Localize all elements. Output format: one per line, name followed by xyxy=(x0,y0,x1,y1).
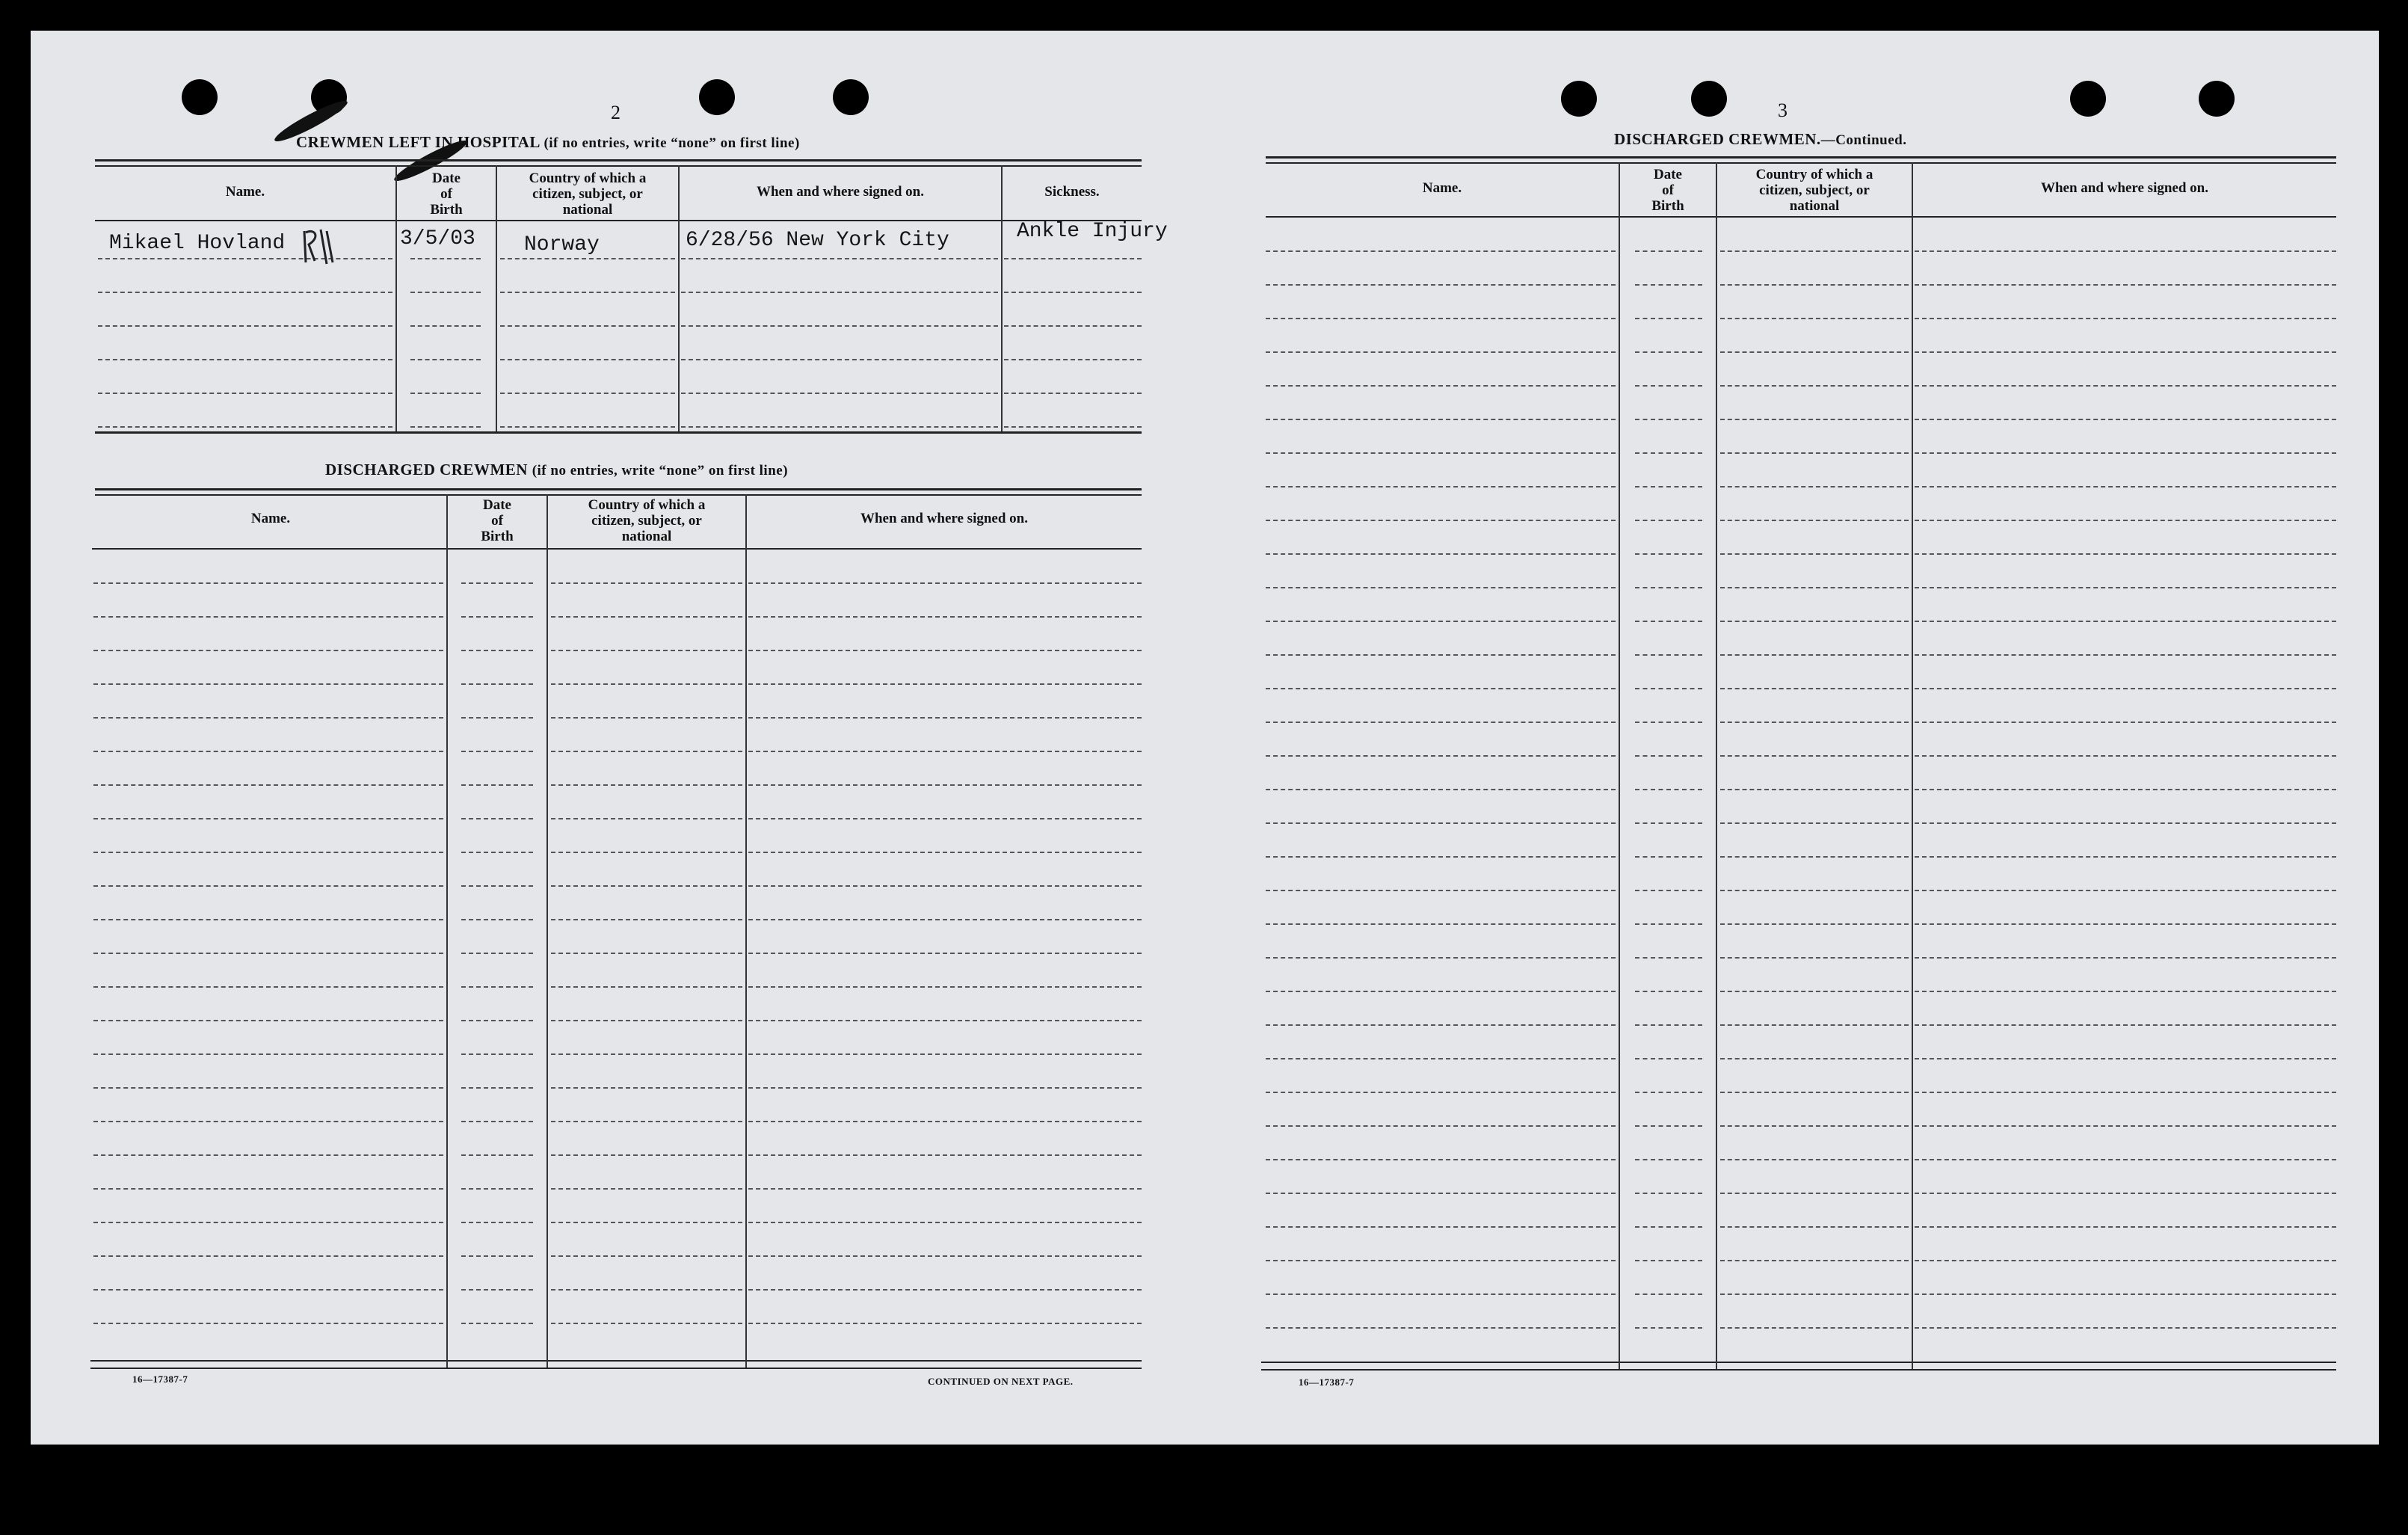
ruled-line xyxy=(1635,587,1702,588)
ruled-line xyxy=(500,258,675,259)
ruled-line xyxy=(748,852,1142,853)
page-number-left: 2 xyxy=(611,102,621,123)
ruled-line xyxy=(461,1020,533,1021)
ruled-line xyxy=(461,1154,533,1156)
ruled-line xyxy=(1635,520,1702,521)
ruled-line xyxy=(1266,553,1616,555)
ruled-line xyxy=(1720,419,1909,420)
ruled-line xyxy=(98,393,392,394)
ruled-line xyxy=(93,1154,443,1156)
ruled-line xyxy=(93,683,443,685)
ruled-line xyxy=(93,650,443,651)
ruled-line xyxy=(93,885,443,887)
ruled-line xyxy=(748,683,1142,685)
ruled-line xyxy=(748,1222,1142,1223)
ruled-line xyxy=(1266,755,1616,757)
ruled-line xyxy=(1266,250,1616,252)
hospital-title-instruction: (if no entries, write “none” on first line) xyxy=(544,135,800,151)
ruled-line xyxy=(1915,318,2336,319)
continued-col-name: Name. xyxy=(1422,180,1462,196)
ruled-line xyxy=(461,1121,533,1122)
ruled-line xyxy=(1635,957,1702,959)
ruled-line xyxy=(551,616,742,618)
ruled-line xyxy=(1266,1125,1616,1127)
ruled-line xyxy=(93,1121,443,1122)
ruled-line xyxy=(681,292,998,293)
ruled-line xyxy=(1720,755,1909,757)
ruled-line xyxy=(1720,957,1909,959)
ruled-line xyxy=(410,292,481,293)
ruled-line xyxy=(1635,1125,1702,1127)
ruled-line xyxy=(681,393,998,394)
ruled-line xyxy=(461,1053,533,1055)
ruled-line xyxy=(1915,1024,2336,1026)
ruled-line xyxy=(1720,1293,1909,1295)
ruled-line xyxy=(1720,991,1909,992)
continued-col-birth: Date of Birth xyxy=(1651,167,1684,214)
ruled-line xyxy=(93,818,443,819)
ruled-line xyxy=(93,919,443,920)
ruled-line xyxy=(551,852,742,853)
ruled-line xyxy=(1915,351,2336,353)
ruled-line xyxy=(551,1121,742,1122)
ruled-line xyxy=(748,751,1142,752)
ruled-line xyxy=(98,258,392,259)
ruled-line xyxy=(1635,890,1702,891)
ruled-line xyxy=(1635,553,1702,555)
ruled-line xyxy=(1266,1193,1616,1194)
ruled-line xyxy=(1635,250,1702,252)
ruled-line xyxy=(461,650,533,651)
punch-hole xyxy=(2070,81,2106,117)
ruled-line xyxy=(748,1053,1142,1055)
ruled-line xyxy=(1915,991,2336,992)
ruled-line xyxy=(551,986,742,988)
ruled-line xyxy=(461,683,533,685)
continued-col-signed: When and where signed on. xyxy=(2040,180,2208,196)
ruled-line xyxy=(93,986,443,988)
discharged-col-signed: When and where signed on. xyxy=(860,511,1028,526)
ruled-line xyxy=(1266,1159,1616,1160)
punch-hole xyxy=(182,79,218,115)
ruled-line xyxy=(1266,923,1616,925)
ruled-line xyxy=(1266,688,1616,689)
ruled-line xyxy=(1266,587,1616,588)
ruled-line xyxy=(1915,1092,2336,1093)
discharged-title-text: DISCHARGED CREWMEN xyxy=(325,461,528,479)
ruled-line xyxy=(1915,755,2336,757)
ruled-line xyxy=(1720,486,1909,487)
ruled-line xyxy=(1720,654,1909,656)
ruled-line xyxy=(98,292,392,293)
ruled-line xyxy=(1266,452,1616,454)
ruled-line xyxy=(551,1222,742,1223)
ruled-line xyxy=(748,1020,1142,1021)
discharged-section-title xyxy=(325,461,788,479)
punch-hole xyxy=(1561,81,1597,117)
hospital-col-birth: Date of Birth xyxy=(430,170,463,218)
ruled-line xyxy=(551,751,742,752)
ruled-line xyxy=(1266,520,1616,521)
ruled-line xyxy=(500,292,675,293)
ruled-line xyxy=(1915,957,2336,959)
ruled-line xyxy=(1635,755,1702,757)
ruled-line xyxy=(551,818,742,819)
ruled-line xyxy=(1720,856,1909,858)
ruled-line xyxy=(500,325,675,327)
ruled-line xyxy=(1266,419,1616,420)
ruled-line xyxy=(410,393,481,394)
ruled-line xyxy=(461,582,533,584)
ruled-line xyxy=(461,885,533,887)
ruled-line xyxy=(681,325,998,327)
ruled-line xyxy=(93,1020,443,1021)
ruled-line xyxy=(551,1188,742,1190)
ruled-line xyxy=(1915,1260,2336,1261)
ruled-line xyxy=(1915,553,2336,555)
ruled-line xyxy=(551,885,742,887)
ruled-line xyxy=(1266,385,1616,387)
ruled-line xyxy=(461,818,533,819)
ruled-line xyxy=(1635,351,1702,353)
ruled-line xyxy=(1266,1226,1616,1228)
punch-hole xyxy=(833,79,869,115)
ruled-line xyxy=(1720,553,1909,555)
ruled-line xyxy=(1635,1159,1702,1160)
ruled-line xyxy=(1720,621,1909,622)
ruled-line xyxy=(1266,486,1616,487)
ruled-line xyxy=(1720,1125,1909,1127)
ruled-line xyxy=(500,393,675,394)
continued-title-text: DISCHARGED CREWMEN. xyxy=(1614,130,1821,148)
page-number-right: 3 xyxy=(1778,99,1787,121)
hospital-col-name: Name. xyxy=(225,184,265,200)
ruled-line xyxy=(98,325,392,327)
ruled-line xyxy=(1004,359,1142,360)
ruled-line xyxy=(551,1323,742,1324)
discharged-col-country: Country of which a citizen, subject, or national xyxy=(588,497,706,544)
ruled-line xyxy=(748,784,1142,786)
ruled-line xyxy=(1266,351,1616,353)
hospital-col-signed: When and where signed on. xyxy=(756,184,924,200)
ruled-line xyxy=(1720,520,1909,521)
ruled-line xyxy=(748,1289,1142,1291)
ruled-line xyxy=(1266,722,1616,723)
ruled-line xyxy=(1720,890,1909,891)
ruled-line xyxy=(461,616,533,618)
punch-hole xyxy=(2199,81,2235,117)
hospital-col-sickness: Sickness. xyxy=(1044,184,1100,200)
ruled-line xyxy=(1004,393,1142,394)
hospital-col-country: Country of which a citizen, subject, or national xyxy=(529,170,647,218)
ruled-line xyxy=(1720,1226,1909,1228)
ruled-line xyxy=(1720,722,1909,723)
ruled-line xyxy=(1915,654,2336,656)
ruled-line xyxy=(500,359,675,360)
ruled-line xyxy=(1635,385,1702,387)
ruled-line xyxy=(1004,426,1142,428)
ruled-line xyxy=(1720,452,1909,454)
ruled-line xyxy=(748,1255,1142,1257)
ruled-line xyxy=(1915,419,2336,420)
ruled-line xyxy=(1720,1024,1909,1026)
ruled-line xyxy=(461,784,533,786)
ruled-line xyxy=(1720,587,1909,588)
ruled-line xyxy=(748,1188,1142,1190)
ruled-line xyxy=(551,650,742,651)
document-sheet xyxy=(31,31,2379,1445)
ruled-line xyxy=(1635,419,1702,420)
ruled-line xyxy=(1915,1293,2336,1295)
ruled-line xyxy=(1720,1092,1909,1093)
ruled-line xyxy=(1915,486,2336,487)
ruled-line xyxy=(1266,957,1616,959)
ruled-line xyxy=(410,258,481,259)
ruled-line xyxy=(1635,1193,1702,1194)
ruled-line xyxy=(1915,1058,2336,1059)
discharged-title-instruction: (if no entries, write “none” on first line) xyxy=(532,463,789,479)
ruled-line xyxy=(1915,587,2336,588)
ruled-line xyxy=(1915,789,2336,790)
ruled-line xyxy=(1004,258,1142,259)
ruled-line xyxy=(748,986,1142,988)
ruled-line xyxy=(1915,1125,2336,1127)
ruled-line xyxy=(1720,688,1909,689)
ruled-line xyxy=(1915,856,2336,858)
ruled-line xyxy=(1635,452,1702,454)
ruled-line xyxy=(1720,822,1909,824)
ruled-line xyxy=(93,1222,443,1223)
ruled-line xyxy=(93,1323,443,1324)
continued-note: CONTINUED ON NEXT PAGE. xyxy=(928,1376,1074,1387)
ruled-line xyxy=(461,751,533,752)
hospital-entry-signed: 6/28/56 New York City xyxy=(686,229,949,252)
ruled-line xyxy=(748,818,1142,819)
ruled-line xyxy=(748,616,1142,618)
ruled-line xyxy=(1266,1024,1616,1026)
ruled-line xyxy=(551,1087,742,1089)
ruled-line xyxy=(681,359,998,360)
ruled-line xyxy=(551,1154,742,1156)
ruled-line xyxy=(461,1222,533,1223)
hospital-title-text: CREWMEN LEFT IN HOSPITAL xyxy=(296,133,540,151)
ruled-line xyxy=(93,616,443,618)
ruled-line xyxy=(461,1255,533,1257)
ruled-line xyxy=(410,359,481,360)
ruled-line xyxy=(93,1255,443,1257)
ruled-line xyxy=(1915,1159,2336,1160)
ruled-line xyxy=(1004,292,1142,293)
continued-col-country: Country of which a citizen, subject, or national xyxy=(1755,167,1873,214)
ruled-line xyxy=(748,1323,1142,1324)
ruled-line xyxy=(461,1188,533,1190)
ruled-line xyxy=(551,1053,742,1055)
ruled-line xyxy=(1266,856,1616,858)
ruled-line xyxy=(1720,1327,1909,1329)
ruled-line xyxy=(1915,1193,2336,1194)
ruled-line xyxy=(93,953,443,954)
ruled-line xyxy=(681,426,998,428)
ruled-line xyxy=(461,1087,533,1089)
ruled-line xyxy=(1635,789,1702,790)
ruled-line xyxy=(551,784,742,786)
ruled-line xyxy=(551,1020,742,1021)
ruled-line xyxy=(1266,1058,1616,1059)
ruled-line xyxy=(1635,654,1702,656)
ruled-line xyxy=(748,1087,1142,1089)
ruled-line xyxy=(1266,654,1616,656)
hospital-entry-name: Mikael Hovland xyxy=(109,232,286,255)
ruled-line xyxy=(551,683,742,685)
ruled-line xyxy=(748,717,1142,719)
ruled-line xyxy=(1915,520,2336,521)
discharged-col-birth: Date of Birth xyxy=(481,497,514,544)
ruled-line xyxy=(93,784,443,786)
ruled-line xyxy=(1720,1159,1909,1160)
continued-title-suffix: —Continued. xyxy=(1820,132,1907,148)
ruled-line xyxy=(748,1121,1142,1122)
ruled-line xyxy=(1635,1293,1702,1295)
ruled-line xyxy=(1635,486,1702,487)
ruled-line xyxy=(1635,923,1702,925)
ruled-line xyxy=(1635,621,1702,622)
ruled-line xyxy=(1266,284,1616,286)
ruled-line xyxy=(1720,284,1909,286)
ruled-line xyxy=(1915,621,2336,622)
ruled-line xyxy=(1635,1092,1702,1093)
ruled-line xyxy=(748,885,1142,887)
ruled-line xyxy=(410,325,481,327)
punch-hole xyxy=(699,79,735,115)
ruled-line xyxy=(98,359,392,360)
ruled-line xyxy=(1266,621,1616,622)
ruled-line xyxy=(1266,1092,1616,1093)
ruled-line xyxy=(1720,1193,1909,1194)
ruled-line xyxy=(1635,1260,1702,1261)
ruled-line xyxy=(1266,318,1616,319)
ruled-line xyxy=(1266,890,1616,891)
punch-hole xyxy=(1691,81,1727,117)
ruled-line xyxy=(1266,1327,1616,1329)
ruled-line xyxy=(1915,822,2336,824)
ruled-line xyxy=(748,650,1142,651)
ruled-line xyxy=(1266,822,1616,824)
ruled-line xyxy=(1915,385,2336,387)
ruled-line xyxy=(551,1255,742,1257)
ruled-line xyxy=(1266,991,1616,992)
ruled-line xyxy=(1915,688,2336,689)
ruled-line xyxy=(1635,856,1702,858)
ruled-line xyxy=(551,717,742,719)
ruled-line xyxy=(1720,351,1909,353)
ruled-line xyxy=(1635,822,1702,824)
ruled-line xyxy=(1635,1327,1702,1329)
ruled-line xyxy=(748,582,1142,584)
ruled-line xyxy=(500,426,675,428)
ruled-line xyxy=(93,1289,443,1291)
ruled-line xyxy=(1635,284,1702,286)
ruled-line xyxy=(1915,1327,2336,1329)
ruled-line xyxy=(93,751,443,752)
ruled-line xyxy=(1915,250,2336,252)
ruled-line xyxy=(1635,1058,1702,1059)
continued-section-title xyxy=(1614,130,1906,149)
ruled-line xyxy=(93,582,443,584)
ruled-line xyxy=(461,919,533,920)
ruled-line xyxy=(461,1289,533,1291)
ruled-line xyxy=(1635,688,1702,689)
ruled-line xyxy=(93,852,443,853)
ruled-line xyxy=(1720,318,1909,319)
ruled-line xyxy=(1266,1260,1616,1261)
ruled-line xyxy=(1915,890,2336,891)
ruled-line xyxy=(1720,250,1909,252)
ruled-line xyxy=(98,426,392,428)
ruled-line xyxy=(681,258,998,259)
ruled-line xyxy=(1004,325,1142,327)
hospital-entry-sickness: Ankle Injury xyxy=(1017,220,1168,243)
ruled-line xyxy=(1266,1293,1616,1295)
form-number-left: 16—17387-7 xyxy=(132,1373,188,1385)
ruled-line xyxy=(93,1188,443,1190)
ruled-line xyxy=(93,1087,443,1089)
hospital-entry-birth: 3/5/03 xyxy=(400,227,475,250)
ruled-line xyxy=(1720,789,1909,790)
hospital-entry-country: Norway xyxy=(524,233,600,256)
ruled-line xyxy=(93,1053,443,1055)
discharged-col-name: Name. xyxy=(250,511,291,526)
ruled-line xyxy=(551,582,742,584)
ruled-line xyxy=(748,1154,1142,1156)
ruled-line xyxy=(410,426,481,428)
ruled-line xyxy=(1915,1226,2336,1228)
ruled-line xyxy=(1635,318,1702,319)
ruled-line xyxy=(1720,923,1909,925)
ruled-line xyxy=(1915,722,2336,723)
initials-mark xyxy=(298,225,337,267)
hospital-section-title xyxy=(296,133,800,152)
ruled-line xyxy=(1720,1058,1909,1059)
ruled-line xyxy=(1266,789,1616,790)
form-number-right: 16—17387-7 xyxy=(1299,1376,1355,1388)
ruled-line xyxy=(551,953,742,954)
ruled-line xyxy=(1635,991,1702,992)
ruled-line xyxy=(461,852,533,853)
ruled-line xyxy=(748,919,1142,920)
ruled-line xyxy=(461,953,533,954)
ruled-line xyxy=(1915,284,2336,286)
ruled-line xyxy=(1915,923,2336,925)
ruled-line xyxy=(748,953,1142,954)
ruled-line xyxy=(1635,1024,1702,1026)
ruled-line xyxy=(1635,1226,1702,1228)
ruled-line xyxy=(551,919,742,920)
ruled-line xyxy=(461,986,533,988)
ruled-line xyxy=(1720,1260,1909,1261)
ruled-line xyxy=(1915,452,2336,454)
ruled-line xyxy=(461,1323,533,1324)
ruled-line xyxy=(461,717,533,719)
ruled-line xyxy=(1720,385,1909,387)
ruled-line xyxy=(1635,722,1702,723)
ruled-line xyxy=(551,1289,742,1291)
ruled-line xyxy=(93,717,443,719)
